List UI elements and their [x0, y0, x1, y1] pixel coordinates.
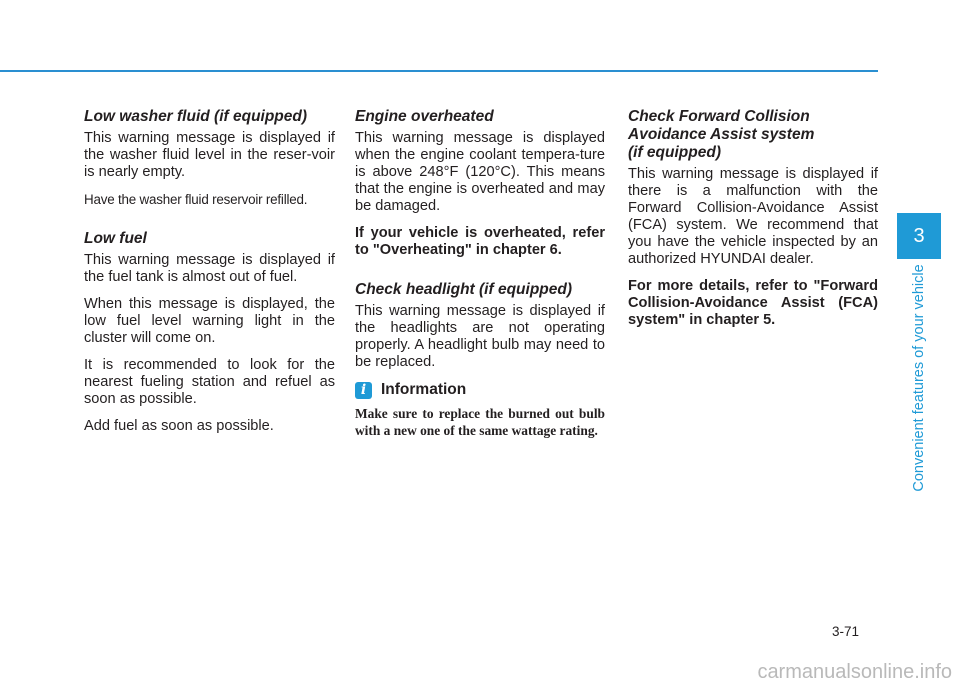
watermark: carmanualsonline.info	[757, 661, 952, 683]
section-heading: Low washer fluid (if equipped)	[84, 108, 308, 125]
paragraph: This warning message is displayed when the engine coolant tempera-ture is above 248°F (120°C). This means that the engine is overheated and may be damaged.	[355, 130, 605, 214]
paragraph: It is recommended to look for the nearest fueling station and refuel as soon as possible.	[84, 357, 335, 407]
heading-line: Check Forward Collision	[628, 108, 810, 125]
information-box-header	[355, 381, 605, 399]
column-2	[355, 108, 605, 439]
paragraph: This warning message is displayed if there is a malfunction with the Forward Collision-Avoidance Assist (FCA) system. We recommend that you have the vehicle inspected by an authorized HYUNDAI dealer.	[628, 166, 878, 267]
page-number: 3-71	[832, 624, 860, 639]
column-1	[84, 108, 335, 445]
paragraph: This warning message is displayed if the headlights are not operating properly. A headlight bulb may need to be replaced.	[355, 303, 605, 370]
paragraph: For more details, refer to "Forward Collision-Avoidance Assist (FCA) system" in chapter 5.	[628, 278, 878, 328]
paragraph: This warning message is displayed if the washer fluid level in the reser-voir is nearly empty.	[84, 130, 335, 180]
chapter-tab: 3	[897, 213, 941, 259]
section-heading: Low fuel	[84, 230, 147, 247]
column-3	[628, 108, 878, 339]
paragraph: Add fuel as soon as possible.	[84, 418, 274, 434]
information-title: Information	[381, 381, 467, 398]
chapter-title: Convenient features of your vehicle	[911, 264, 927, 492]
paragraph: This warning message is displayed if the fuel tank is almost out of fuel.	[84, 252, 335, 285]
top-rule	[0, 70, 878, 72]
info-icon: i	[355, 382, 372, 399]
section-heading	[628, 108, 878, 162]
heading-line: (if equipped)	[628, 144, 721, 161]
information-text: Make sure to replace the burned out bulb with a new one of the same wattage rating.	[355, 406, 605, 438]
heading-line: Avoidance Assist system	[628, 126, 815, 143]
section-heading: Engine overheated	[355, 108, 494, 125]
section-heading: Check headlight (if equipped)	[355, 281, 573, 298]
paragraph: If your vehicle is overheated, refer to "Overheating" in chapter 6.	[355, 225, 605, 258]
paragraph: When this message is displayed, the low fuel level warning light in the cluster will come on.	[84, 296, 335, 346]
paragraph: Have the washer fluid reservoir refilled.	[84, 192, 308, 207]
